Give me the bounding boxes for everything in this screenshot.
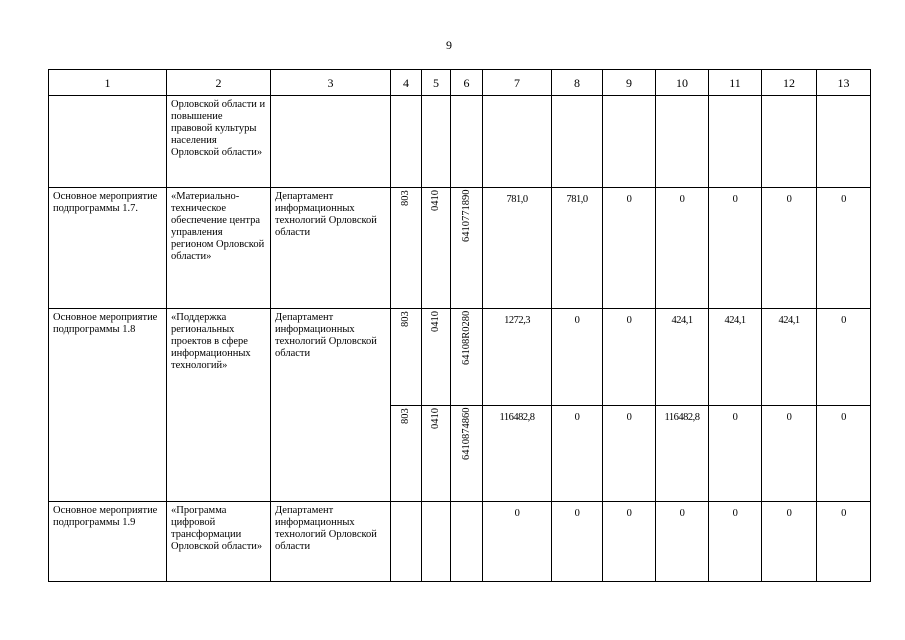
table-cell: 0 xyxy=(817,188,871,309)
table-cell xyxy=(271,96,391,188)
vertical-code: 6410771890 xyxy=(460,190,472,243)
table-cell: 0 xyxy=(817,406,871,502)
table-cell: Департамент информационных технологий Орловской области xyxy=(271,502,391,582)
header-cell: 3 xyxy=(271,70,391,96)
header-cell: 6 xyxy=(451,70,483,96)
vertical-code: 803 xyxy=(400,408,411,424)
table-cell: 0 xyxy=(817,502,871,582)
table-cell xyxy=(483,96,552,188)
table-cell xyxy=(422,96,451,188)
header-cell: 10 xyxy=(656,70,709,96)
vertical-code: 0410 xyxy=(430,190,441,211)
table-cell: 424,1 xyxy=(709,309,762,406)
budget-table xyxy=(48,69,871,582)
table-cell: 0 xyxy=(552,502,603,582)
header-cell: 12 xyxy=(762,70,817,96)
table-cell: 0 xyxy=(656,188,709,309)
table-cell xyxy=(391,309,422,406)
table-cell: Департамент информационных технологий Орловской области xyxy=(271,309,391,502)
table-cell: 0 xyxy=(709,406,762,502)
table-row xyxy=(49,96,871,188)
table-cell: 0 xyxy=(656,502,709,582)
table-cell xyxy=(422,406,451,502)
table-cell xyxy=(422,188,451,309)
header-cell: 13 xyxy=(817,70,871,96)
table-cell: 0 xyxy=(762,406,817,502)
table-cell xyxy=(451,188,483,309)
table-cell: 0 xyxy=(552,309,603,406)
table-cell xyxy=(391,502,422,582)
header-cell: 11 xyxy=(709,70,762,96)
table-cell: 0 xyxy=(817,309,871,406)
table-cell: «Поддержка региональных проектов в сфере информационных технологий» xyxy=(167,309,271,502)
table-cell: Основное мероприятие подпрограммы 1.8 xyxy=(49,309,167,502)
table-cell xyxy=(391,96,422,188)
table-cell xyxy=(451,406,483,502)
table-row xyxy=(49,188,871,309)
table-cell: 1272,3 xyxy=(483,309,552,406)
table-cell xyxy=(817,96,871,188)
header-cell: 5 xyxy=(422,70,451,96)
table-cell xyxy=(451,309,483,406)
table-cell: «Программа цифровой трансформации Орловской области» xyxy=(167,502,271,582)
table-cell: 0 xyxy=(762,188,817,309)
table-cell: 0 xyxy=(483,502,552,582)
vertical-code: 803 xyxy=(400,311,411,327)
table-cell xyxy=(656,96,709,188)
table-row xyxy=(49,502,871,582)
table-cell xyxy=(422,309,451,406)
table-cell xyxy=(603,96,656,188)
table-cell xyxy=(422,502,451,582)
page-number: 9 xyxy=(446,38,452,52)
table-cell: 0 xyxy=(762,502,817,582)
table-cell: 0 xyxy=(709,188,762,309)
table-cell: 0 xyxy=(603,502,656,582)
table-row xyxy=(49,309,871,406)
header-cell: 8 xyxy=(552,70,603,96)
table-cell: 0 xyxy=(603,188,656,309)
table-cell xyxy=(391,188,422,309)
vertical-code: 803 xyxy=(400,190,411,206)
vertical-code: 64108R0280 xyxy=(460,311,472,366)
table-cell xyxy=(451,502,483,582)
table-cell: 781,0 xyxy=(552,188,603,309)
header-cell: 9 xyxy=(603,70,656,96)
header-cell: 1 xyxy=(49,70,167,96)
table-cell: «Материально-техническое обеспечение центра управления регионом Орловской области» xyxy=(167,188,271,309)
table-cell xyxy=(49,96,167,188)
header-cell: 4 xyxy=(391,70,422,96)
table-cell xyxy=(709,96,762,188)
table-cell: 424,1 xyxy=(762,309,817,406)
table-cell xyxy=(451,96,483,188)
header-cell: 7 xyxy=(483,70,552,96)
vertical-code: 0410 xyxy=(430,311,441,332)
table-cell xyxy=(391,406,422,502)
table-cell: 0 xyxy=(552,406,603,502)
table-cell: 0 xyxy=(603,406,656,502)
table-cell: Департамент информационных технологий Орловской области xyxy=(271,188,391,309)
table-cell xyxy=(552,96,603,188)
table-cell: 0 xyxy=(709,502,762,582)
table-cell: 781,0 xyxy=(483,188,552,309)
vertical-code: 0410 xyxy=(430,408,441,429)
vertical-code: 6410874860 xyxy=(460,408,472,461)
table-cell: Орловской области и повышение правовой культуры населения Орловской области» xyxy=(167,96,271,188)
table-cell: 116482,8 xyxy=(656,406,709,502)
header-row xyxy=(49,70,871,96)
table-cell: 116482,8 xyxy=(483,406,552,502)
table-cell: Основное мероприятие подпрограммы 1.7. xyxy=(49,188,167,309)
header-cell: 2 xyxy=(167,70,271,96)
table-cell: 424,1 xyxy=(656,309,709,406)
table-cell xyxy=(762,96,817,188)
table-cell: Основное мероприятие подпрограммы 1.9 xyxy=(49,502,167,582)
table-cell: 0 xyxy=(603,309,656,406)
